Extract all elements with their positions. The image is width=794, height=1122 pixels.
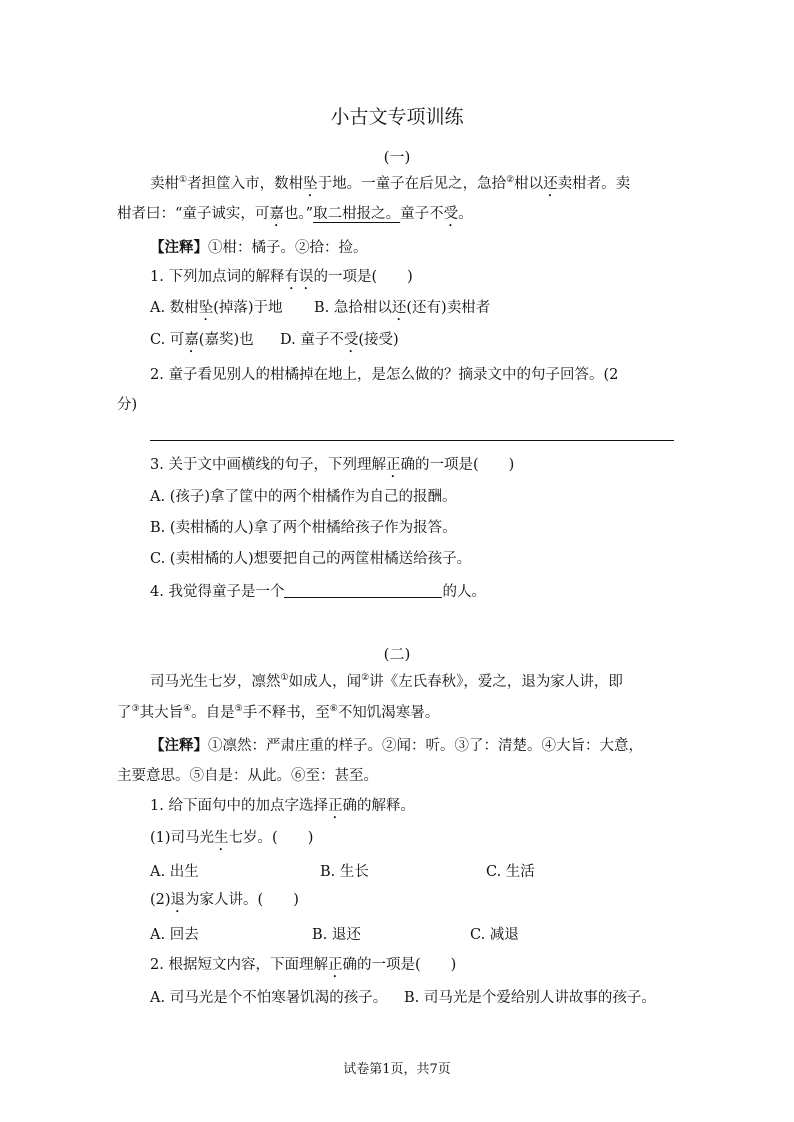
section2-notes-line1: 【注释】①凛然：严肃庄重的样子。②闻：听。③了：清楚。④大旨：大意， [150, 737, 643, 754]
s1-q1-option-b: B. 急拾柑以还(还有)卖柑者 [314, 300, 491, 316]
s2-q1-sub2-option-a: A. 回去 [150, 927, 199, 943]
s2-q1-stem: 1. 给下面句中的加点字选择正确的解释。 [150, 798, 415, 814]
s1-q1-option-d: D. 童子不受(接受) [280, 332, 399, 348]
s2-q1-sub2-option-c: C. 减退 [470, 927, 519, 943]
section1-heading: (一) [383, 148, 411, 166]
fill-blank[interactable] [284, 581, 442, 598]
s2-q2-stem: 2. 根据短文内容，下面理解正确的一项是( ) [150, 957, 457, 973]
answer-line[interactable] [150, 440, 674, 441]
page-title: 小古文专项训练 [330, 106, 464, 128]
section2-passage-line2: 了③其大旨④。自是⑤手不释书，至⑥不知饥渴寒暑。 [117, 704, 440, 721]
section1-notes: 【注释】①柑：橘子。②拾：捡。 [150, 239, 368, 256]
s1-q2-stem: 2. 童子看见别人的柑橘掉在地上，是怎么做的？摘录文中的句子回答。(2 [150, 367, 619, 383]
s1-q2-stem-cont: 分) [117, 397, 138, 413]
s1-q4: 4. 我觉得童子是一个 的人。 [150, 581, 486, 602]
s1-q3-option-b: B. (卖柑橘的人)拿了两个柑橘给孩子作为报答。 [150, 520, 457, 536]
s2-q1-sub1: (1)司马光生七岁。( ) [150, 830, 314, 846]
section2-passage-line1: 司马光生七岁，凛然①如成人，闻②讲《左氏春秋》，爱之，退为家人讲，即 [150, 673, 623, 690]
s1-q3-option-a: A. (孩子)拿了筐中的两个柑橘作为自己的报酬。 [150, 489, 457, 505]
s1-q3-stem: 3. 关于文中画横线的句子，下列理解正确的一项是( ) [150, 457, 515, 473]
s2-q2-option-a: A. 司马光是个不怕寒暑饥渴的孩子。 [150, 990, 388, 1006]
section2-heading: (二) [383, 645, 411, 663]
underlined-sentence: 取二柑报之。 [313, 206, 401, 222]
s2-q1-sub1-option-c: C. 生活 [486, 864, 535, 880]
s2-q1-sub1-option-b: B. 生长 [320, 864, 369, 880]
s2-q2-option-b: B. 司马光是个爱给别人讲故事的孩子。 [404, 990, 656, 1006]
section1-passage-line1: 卖柑①者担筐入市，数柑坠于地。一童子在后见之，急拾②柑以还卖柑者。卖 [150, 175, 631, 192]
page-footer: 试卷第1页，共7页 [343, 1062, 451, 1077]
section1-passage-line2: 柑者曰：“童子诚实，可嘉也。”取二柑报之。童子不受。 [117, 206, 473, 222]
s1-q1-option-c: C. 可嘉(嘉奖)也 [150, 332, 254, 348]
section2-notes-line2: 主要意思。⑤自是：从此。⑥至：甚至。 [117, 768, 378, 784]
s2-q1-sub2: (2)退为家人讲。( ) [150, 892, 299, 908]
s2-q1-sub1-option-a: A. 出生 [150, 864, 199, 880]
s1-q1-option-a: A. 数柑坠(掉落)于地 [150, 300, 283, 316]
s1-q1-stem: 1. 下列加点词的解释有误的一项是( ) [150, 269, 413, 285]
s2-q1-sub2-option-b: B. 退还 [312, 927, 361, 943]
s1-q3-option-c: C. (卖柑橘的人)想要把自己的两筐柑橘送给孩子。 [150, 551, 472, 567]
